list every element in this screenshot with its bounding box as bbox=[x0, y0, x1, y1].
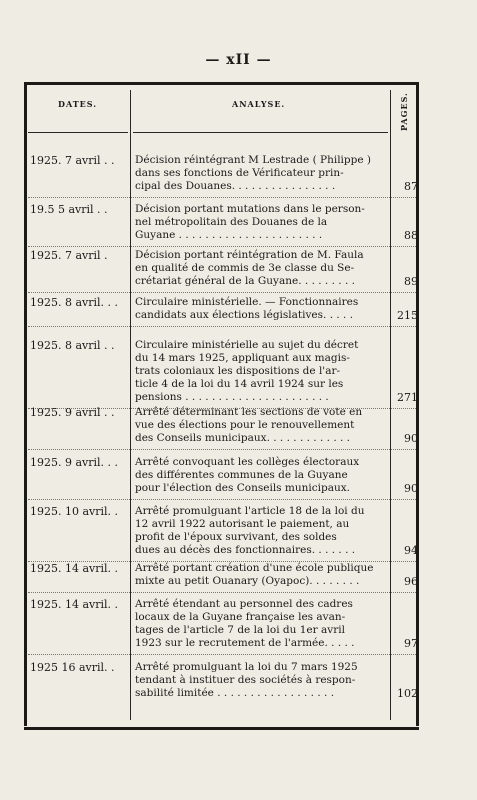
entry-analysis bbox=[135, 661, 387, 700]
analysis-line: Arrêté portant création d'une école publique bbox=[135, 562, 374, 574]
entry-date: 1925. 9 avril . . bbox=[30, 406, 115, 419]
analysis-line: locaux de la Guyane française les avan- bbox=[135, 611, 346, 623]
row-separator bbox=[28, 292, 416, 294]
entry-page: 90 bbox=[404, 482, 418, 495]
analysis-line: vue des élections pour le renouvellement bbox=[135, 419, 355, 431]
column-header-dates: DATES. bbox=[58, 99, 98, 109]
analysis-line: Guyane . . . . . . . . . . . . . . . . . . . . . . bbox=[135, 229, 323, 241]
entry-analysis bbox=[135, 203, 387, 242]
page-number: — xII — bbox=[205, 52, 272, 68]
analysis-line: Circulaire ministérielle. — Fonctionnaires bbox=[135, 296, 359, 308]
analysis-line: sabilité limitée . . . . . . . . . . . . . . . . . . bbox=[135, 687, 335, 699]
entry-date: 1925. 7 avril . bbox=[30, 249, 108, 262]
analysis-line: 12 avril 1922 autorisant le paiement, au bbox=[135, 518, 350, 530]
analysis-line: profit de l'époux survivant, des soldes bbox=[135, 531, 337, 543]
entry-page: 88 bbox=[404, 229, 418, 242]
row-separator bbox=[28, 499, 416, 501]
header-rule-dates bbox=[28, 132, 128, 133]
analysis-line: pour l'élection des Conseils municipaux. bbox=[135, 482, 350, 494]
analysis-line: des différentes communes de la Guyane bbox=[135, 469, 348, 481]
analysis-line: Arrêté promulguant l'article 18 de la loi du bbox=[135, 505, 365, 517]
entry-page: 89 bbox=[404, 275, 418, 288]
entry-analysis bbox=[135, 505, 387, 557]
analysis-line: Arrêté déterminant les sections de vote en bbox=[135, 406, 363, 418]
column-header-pages: PAGES. bbox=[399, 92, 409, 132]
entry-date: 1925. 10 avril. . bbox=[30, 505, 119, 518]
entry-date: 1925 16 avril. . bbox=[30, 661, 115, 674]
column-divider-dates bbox=[130, 90, 131, 720]
analysis-line: Décision portant mutations dans le person- bbox=[135, 203, 365, 215]
analysis-line: tages de l'article 7 de la loi du 1er avril bbox=[135, 624, 345, 636]
entry-page: 97 bbox=[404, 637, 418, 650]
entry-date: 1925. 9 avril. . . bbox=[30, 456, 119, 469]
row-separator bbox=[28, 654, 416, 656]
entry-page: 90 bbox=[404, 432, 418, 445]
row-separator bbox=[28, 592, 416, 594]
analysis-line: tendant à instituer des sociétés à respon- bbox=[135, 674, 356, 686]
row-separator bbox=[28, 246, 416, 248]
analysis-line: candidats aux élections législatives. . . . . bbox=[135, 309, 354, 321]
entry-analysis bbox=[135, 598, 387, 650]
entry-page: 96 bbox=[404, 575, 418, 588]
analysis-line: cipal des Douanes. . . . . . . . . . . . . . . . bbox=[135, 180, 336, 192]
column-header-analyse: ANALYSE. bbox=[232, 99, 286, 109]
entry-date: 19.5 5 avril . . bbox=[30, 203, 108, 216]
analysis-line: trats coloniaux les dispositions de l'ar- bbox=[135, 365, 341, 377]
entry-date: 1925. 14 avril. . bbox=[30, 562, 119, 575]
entry-date: 1925. 7 avril . . bbox=[30, 154, 115, 167]
entry-page: 215 bbox=[397, 309, 418, 322]
analysis-line: dans ses fonctions de Vérificateur prin- bbox=[135, 167, 344, 179]
analysis-line: 1923 sur le recrutement de l'armée. . . . . bbox=[135, 637, 355, 649]
analysis-line: pensions . . . . . . . . . . . . . . . . . . . . . . bbox=[135, 391, 329, 403]
row-separator bbox=[28, 197, 416, 199]
analysis-line: ticle 4 de la loi du 14 avril 1924 sur les bbox=[135, 378, 344, 390]
frame-left-rule bbox=[24, 84, 27, 726]
entry-page: 87 bbox=[404, 180, 418, 193]
analysis-line: Arrêté étendant au personnel des cadres bbox=[135, 598, 353, 610]
entry-analysis bbox=[135, 456, 387, 495]
row-separator bbox=[28, 449, 416, 451]
analysis-line: Circulaire ministérielle au sujet du décret bbox=[135, 339, 359, 351]
entry-page: 271 bbox=[397, 391, 418, 404]
analysis-line: Arrêté convoquant les collèges électoraux bbox=[135, 456, 360, 468]
entry-date: 1925. 14 avril. . bbox=[30, 598, 119, 611]
analysis-line: dues au décès des fonctionnaires. . . . . . . bbox=[135, 544, 356, 556]
entry-analysis bbox=[135, 296, 387, 322]
analysis-line: du 14 mars 1925, appliquant aux magis- bbox=[135, 352, 350, 364]
analysis-line: crétariat général de la Guyane. . . . . . . . . bbox=[135, 275, 355, 287]
analysis-line: Arrêté promulguant la loi du 7 mars 1925 bbox=[135, 661, 358, 673]
entry-analysis bbox=[135, 249, 387, 288]
analysis-line: Décision réintégrant M Lestrade ( Philippe ) bbox=[135, 154, 372, 166]
analysis-line: mixte au petit Ouanary (Oyapoc). . . . . . . . bbox=[135, 575, 360, 587]
analysis-line: en qualité de commis de 3e classe du Se- bbox=[135, 262, 355, 274]
entry-analysis bbox=[135, 406, 387, 445]
header-rule-analyse bbox=[133, 132, 388, 133]
row-separator bbox=[28, 326, 416, 328]
analysis-line: des Conseils municipaux. . . . . . . . . . . . . bbox=[135, 432, 351, 444]
analysis-line: nel métropolitain des Douanes de la bbox=[135, 216, 328, 228]
entry-page: 94 bbox=[404, 544, 418, 557]
entry-analysis bbox=[135, 339, 387, 404]
entry-page: 102 bbox=[397, 687, 418, 700]
entry-analysis bbox=[135, 562, 387, 588]
entry-date: 1925. 8 avril . . bbox=[30, 339, 115, 352]
analysis-line: Décision portant réintégration de M. Faula bbox=[135, 249, 364, 261]
entry-date: 1925. 8 avril. . . bbox=[30, 296, 119, 309]
entry-analysis bbox=[135, 154, 387, 193]
